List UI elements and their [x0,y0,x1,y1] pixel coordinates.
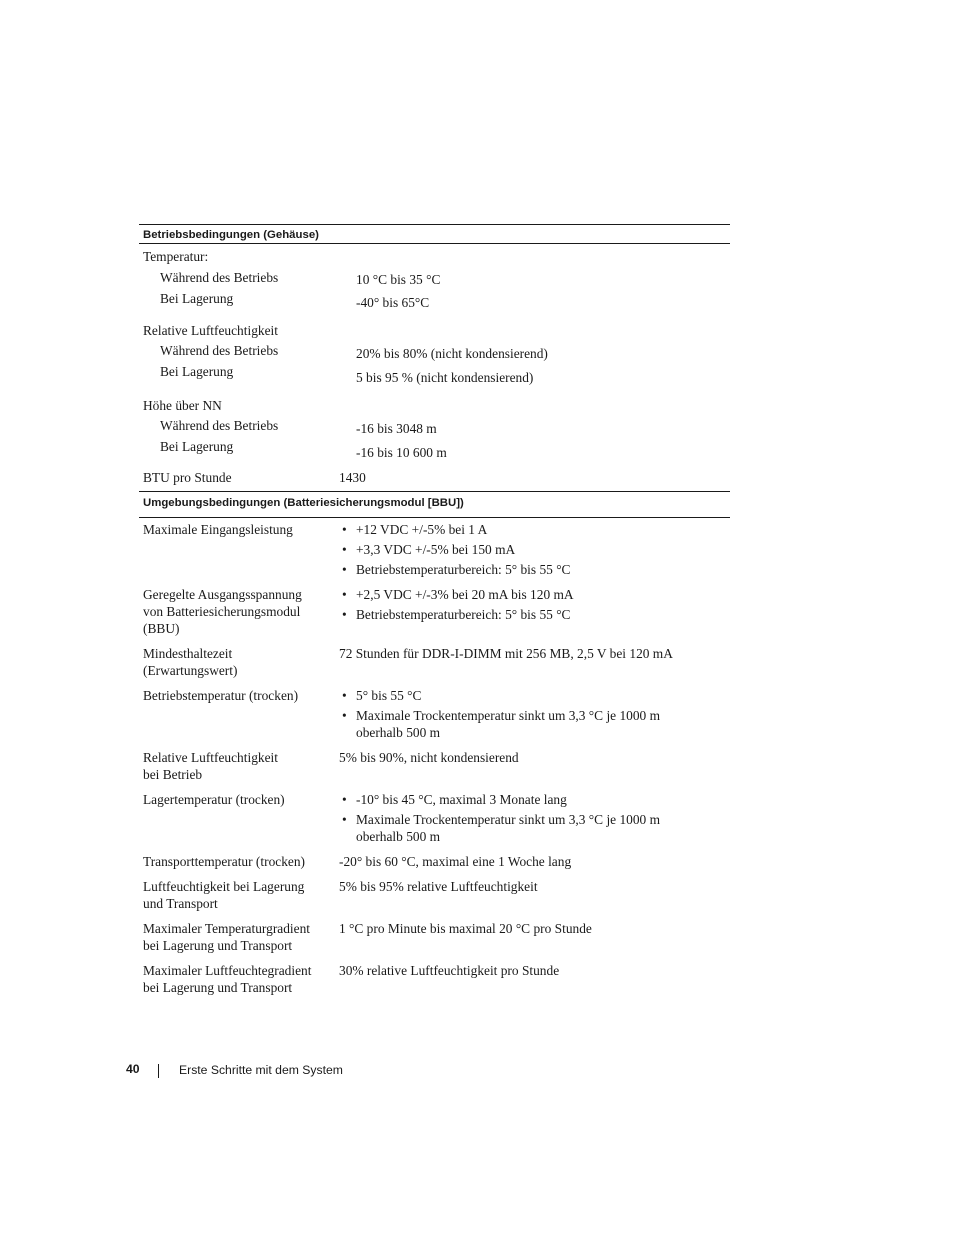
row-label-line: Betriebstemperatur (trocken) [143,688,299,703]
row-label-line: von Batteriesicherungsmodul [143,604,301,619]
humidity-group [143,322,726,386]
bullet-line: • +3,3 VDC +/-5% bei 150 mA [356,542,516,557]
bullet-item [339,521,726,538]
row-label-line: Mindesthaltezeit [143,646,233,661]
row-value: 5% bis 90%, nicht kondensierend [339,750,519,765]
bullet-line: • Maximale Trockentemperatur sinkt um 3,3 °C je 1000 m [356,812,661,827]
row-label [143,878,339,912]
row-label [143,586,339,637]
humidity-label: Relative Luftfeuchtigkeit [143,323,278,338]
row-label [143,853,339,870]
row-label-line: Maximale Eingangsleistung [143,522,293,537]
row-label-line: Maximaler Luftfeuchtegradient [143,963,312,978]
row-label-line: Lagertemperatur (trocken) [143,792,285,807]
bullet-line: • +2,5 VDC +/-3% bei 20 mA bis 120 mA [356,587,574,602]
table-row [143,962,726,996]
table-row [143,749,726,783]
section-heading-operating-conditions: Betriebsbedingungen (Gehäuse) [139,224,730,244]
temperature-operating-value: 10 °C bis 35 °C [356,272,441,287]
row-label [143,687,339,741]
row-label [143,749,339,783]
row-label-line: Geregelte Ausgangsspannung [143,587,302,602]
bullet-list [339,521,726,578]
bullet-item [339,541,726,558]
section-heading-bbu-conditions: Umgebungsbedingungen (Batteriesicherungsmodul [BBU]) [139,491,730,518]
row-label-line: (Erwartungswert) [143,663,238,678]
temperature-storage-label: Bei Lagerung [160,291,234,306]
bullet-item [339,707,726,741]
humidity-storage-label: Bei Lagerung [160,364,234,379]
row-value: -20° bis 60 °C, maximal eine 1 Woche lang [339,854,572,869]
bullet-item [339,606,726,623]
row-value [339,521,726,578]
row-value: 72 Stunden für DDR-I-DIMM mit 256 MB, 2,5 V bei 120 mA [339,646,673,661]
table-row [143,878,726,912]
bullet-item [339,811,726,845]
specifications-table [139,224,730,996]
btu-value: 1430 [339,470,366,485]
table-row [143,521,726,578]
altitude-storage-label: Bei Lagerung [160,439,234,454]
row-value: 5% bis 95% relative Luftfeuchtigkeit [339,879,538,894]
row-value: 30% relative Luftfeuchtigkeit pro Stunde [339,963,560,978]
row-label-line: bei Lagerung und Transport [143,980,293,995]
altitude-storage-value: -16 bis 10 600 m [356,445,447,460]
row-value [339,791,726,845]
page-number: 40 [126,1062,140,1076]
temperature-label: Temperatur: [143,249,209,264]
bullet-line: • +12 VDC +/-5% bei 1 A [356,522,488,537]
bullet-line: • Maximale Trockentemperatur sinkt um 3,3 °C je 1000 m [356,708,661,723]
row-label [143,962,339,996]
row-label-line: bei Lagerung und Transport [143,938,293,953]
table-row [143,853,726,870]
altitude-group [143,397,726,461]
row-value [339,586,726,637]
row-label [143,920,339,954]
humidity-operating-label: Während des Betriebs [160,343,279,358]
temperature-storage-value: -40° bis 65°C [356,295,430,310]
bullet-line: oberhalb 500 m [356,829,441,844]
temperature-operating-label: Während des Betriebs [160,270,279,285]
bullet-item [339,561,726,578]
row-label-line: (BBU) [143,621,180,636]
table-row [143,645,726,679]
altitude-label: Höhe über NN [143,398,222,413]
bullet-line: • -10° bis 45 °C, maximal 3 Monate lang [356,792,567,807]
footer-title: Erste Schritte mit dem System [179,1063,343,1077]
table-row [143,791,726,845]
row-label-line: Transporttemperatur (trocken) [143,854,306,869]
row-label-line: Luftfeuchtigkeit bei Lagerung [143,879,305,894]
altitude-operating-value: -16 bis 3048 m [356,421,437,436]
bullet-list [339,586,726,623]
row-label [143,521,339,578]
btu-label: BTU pro Stunde [143,470,232,485]
table-row [143,586,726,637]
row-label-line: und Transport [143,896,218,911]
row-label-line: Maximaler Temperaturgradient [143,921,311,936]
row-label [143,791,339,845]
temperature-group [143,248,726,311]
section-body-operating-conditions [139,248,730,486]
bullet-list [339,791,726,845]
bullet-item [339,586,726,603]
row-label-line: Relative Luftfeuchtigkeit [143,750,278,765]
section-body-bbu-conditions [139,518,730,996]
bullet-item [339,687,726,704]
btu-row [143,469,726,486]
humidity-operating-value: 20% bis 80% (nicht kondensierend) [356,346,548,361]
bullet-list [339,687,726,741]
table-row [143,920,726,954]
row-label-line: bei Betrieb [143,767,203,782]
table-row [143,687,726,741]
row-label [143,645,339,679]
bullet-item [339,791,726,808]
bullet-line: oberhalb 500 m [356,725,441,740]
humidity-storage-value: 5 bis 95 % (nicht kondensierend) [356,370,534,385]
row-value [339,687,726,741]
bullet-line: • 5° bis 55 °C [356,688,422,703]
row-value: 1 °C pro Minute bis maximal 20 °C pro Stunde [339,921,592,936]
altitude-operating-label: Während des Betriebs [160,418,279,433]
bullet-line: • Betriebstemperaturbereich: 5° bis 55 °C [356,607,571,622]
footer-separator [158,1064,159,1078]
bullet-line: • Betriebstemperaturbereich: 5° bis 55 °C [356,562,571,577]
